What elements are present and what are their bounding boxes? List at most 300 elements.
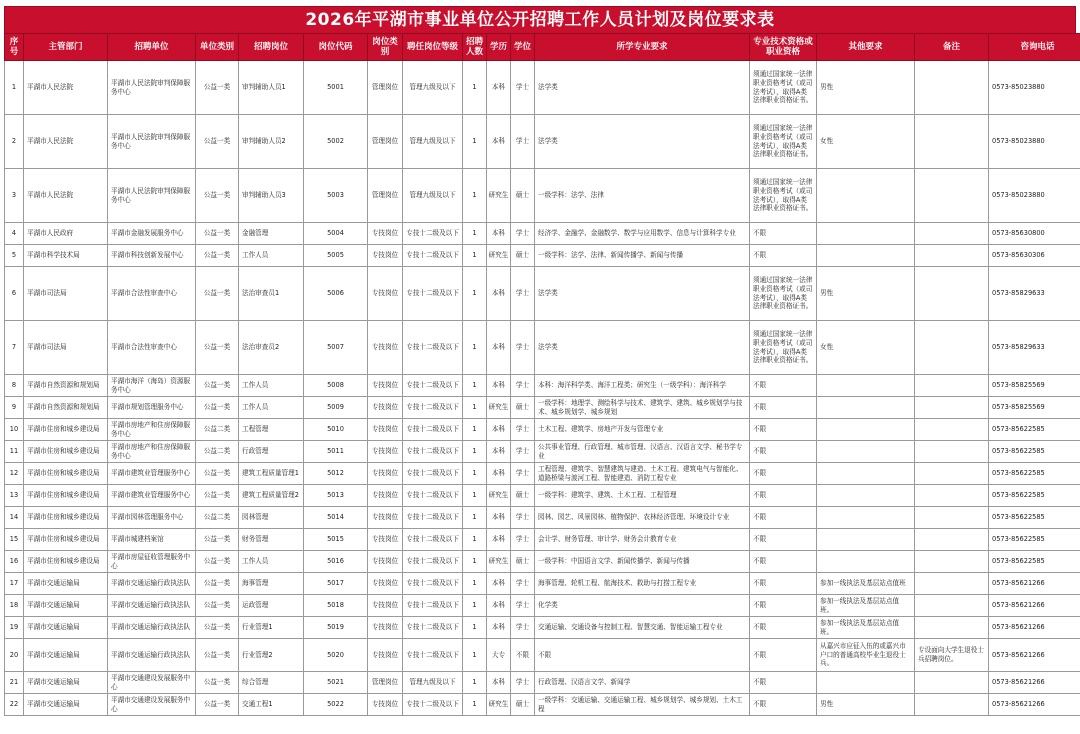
cell-dept: 平湖市住房和城乡建设局: [24, 485, 108, 507]
cell-code: 5001: [304, 61, 368, 115]
cell-deg: 学士: [511, 321, 535, 375]
cell-deg: 不限: [511, 639, 535, 672]
cell-note: [915, 617, 989, 639]
cell-cat: 公益二类: [196, 441, 239, 463]
cell-ptype: 专技岗位: [368, 485, 403, 507]
cell-level: 专技十二级及以下: [403, 551, 463, 573]
cell-other: [817, 245, 915, 267]
cell-ptype: 管理岗位: [368, 672, 403, 694]
cell-edu: 研究生: [487, 245, 511, 267]
cell-num: 1: [463, 573, 487, 595]
cell-qual: 须通过国家统一法律职业资格考试（或司法考试），取得A类法律职业资格证书。: [750, 169, 817, 223]
cell-deg: 学士: [511, 463, 535, 485]
cell-num: 1: [463, 115, 487, 169]
cell-unit: 平湖市科技创新发展中心: [108, 245, 196, 267]
cell-major: 行政管理、汉语言文学、新闻学: [535, 672, 750, 694]
cell-dept: 平湖市交通运输局: [24, 617, 108, 639]
header-degree: 学位: [511, 34, 535, 61]
header-level: 聘任岗位等级: [403, 34, 463, 61]
cell-post: 建筑工程质量管理1: [239, 463, 304, 485]
cell-edu: 研究生: [487, 485, 511, 507]
cell-deg: 学士: [511, 595, 535, 617]
cell-other: 男性: [817, 267, 915, 321]
cell-seq: 21: [5, 672, 24, 694]
cell-unit: 平湖市人民法院审判保障服务中心: [108, 169, 196, 223]
cell-level: 专技十二级及以下: [403, 419, 463, 441]
table-row: [5, 672, 1080, 694]
cell-post: 行政管理: [239, 441, 304, 463]
header-post: 招聘岗位: [239, 34, 304, 61]
cell-unit: 平湖市金融发展服务中心: [108, 223, 196, 245]
cell-edu: 本科: [487, 267, 511, 321]
cell-deg: 学士: [511, 617, 535, 639]
cell-qual: 不限: [750, 245, 817, 267]
cell-post: 审判辅助人员2: [239, 115, 304, 169]
cell-deg: 硕士: [511, 694, 535, 716]
page-title: 2026年平湖市事业单位公开招聘工作人员计划及岗位要求表: [4, 6, 1076, 33]
cell-note: [915, 115, 989, 169]
cell-edu: 本科: [487, 573, 511, 595]
cell-phone: 0573-85621266: [989, 573, 1080, 595]
cell-qual: 须通过国家统一法律职业资格考试（或司法考试），取得A类法律职业资格证书。: [750, 267, 817, 321]
cell-qual: 须通过国家统一法律职业资格考试（或司法考试），取得A类法律职业资格证书。: [750, 115, 817, 169]
cell-level: 专技十二级及以下: [403, 639, 463, 672]
cell-deg: 硕士: [511, 551, 535, 573]
cell-major: 一级学科：地理学、测绘科学与技术、建筑学、建筑、城乡规划学与技术、城乡规划学、城乡规划: [535, 397, 750, 419]
cell-cat: 公益一类: [196, 169, 239, 223]
cell-seq: 7: [5, 321, 24, 375]
cell-code: 5016: [304, 551, 368, 573]
cell-major: 法学类: [535, 267, 750, 321]
cell-unit: 平湖市城建档案馆: [108, 529, 196, 551]
cell-dept: 平湖市住房和城乡建设局: [24, 551, 108, 573]
cell-num: 1: [463, 441, 487, 463]
cell-cat: 公益一类: [196, 245, 239, 267]
cell-code: 5010: [304, 419, 368, 441]
cell-phone: 0573-85621266: [989, 672, 1080, 694]
cell-unit: 平湖市房地产和住房保障服务中心: [108, 419, 196, 441]
cell-edu: 本科: [487, 321, 511, 375]
cell-note: [915, 694, 989, 716]
cell-qual: 须通过国家统一法律职业资格考试（或司法考试），取得A类法律职业资格证书。: [750, 61, 817, 115]
table-body: [5, 61, 1080, 716]
cell-dept: 平湖市住房和城乡建设局: [24, 463, 108, 485]
cell-unit: 平湖市建筑业管理服务中心: [108, 485, 196, 507]
cell-num: 1: [463, 397, 487, 419]
cell-num: 1: [463, 617, 487, 639]
cell-code: 5017: [304, 573, 368, 595]
cell-code: 5014: [304, 507, 368, 529]
cell-other: 女性: [817, 115, 915, 169]
cell-ptype: 专技岗位: [368, 441, 403, 463]
cell-major: 一级学科：法学、法律: [535, 169, 750, 223]
cell-seq: 5: [5, 245, 24, 267]
cell-dept: 平湖市自然资源和规划局: [24, 375, 108, 397]
cell-num: 1: [463, 267, 487, 321]
cell-ptype: 专技岗位: [368, 617, 403, 639]
cell-dept: 平湖市住房和城乡建设局: [24, 507, 108, 529]
cell-seq: 13: [5, 485, 24, 507]
cell-num: 1: [463, 419, 487, 441]
cell-seq: 8: [5, 375, 24, 397]
cell-deg: 硕士: [511, 485, 535, 507]
header-qualification: 专业技术资格或职业资格: [750, 34, 817, 61]
cell-post: 审判辅助人员3: [239, 169, 304, 223]
cell-num: 1: [463, 245, 487, 267]
cell-code: 5009: [304, 397, 368, 419]
table-row: [5, 551, 1080, 573]
cell-ptype: 专技岗位: [368, 694, 403, 716]
cell-major: 土木工程、建筑学、房地产开发与管理专业: [535, 419, 750, 441]
cell-deg: 学士: [511, 61, 535, 115]
cell-note: 专设面向大学生退役士兵招聘岗位。: [915, 639, 989, 672]
cell-dept: 平湖市人民政府: [24, 223, 108, 245]
table-row: [5, 169, 1080, 223]
table-row: [5, 639, 1080, 672]
cell-qual: 不限: [750, 672, 817, 694]
cell-edu: 研究生: [487, 551, 511, 573]
cell-phone: 0573-85621266: [989, 595, 1080, 617]
table-row: [5, 115, 1080, 169]
cell-edu: 本科: [487, 463, 511, 485]
cell-post: 综合管理: [239, 672, 304, 694]
header-row: [5, 34, 1080, 61]
cell-code: 5011: [304, 441, 368, 463]
cell-note: [915, 529, 989, 551]
cell-code: 5021: [304, 672, 368, 694]
cell-unit: 平湖市园林管理服务中心: [108, 507, 196, 529]
cell-seq: 2: [5, 115, 24, 169]
cell-note: [915, 441, 989, 463]
cell-num: 1: [463, 375, 487, 397]
cell-dept: 平湖市交通运输局: [24, 639, 108, 672]
cell-level: 专技十二级及以下: [403, 694, 463, 716]
cell-cat: 公益一类: [196, 639, 239, 672]
cell-note: [915, 267, 989, 321]
cell-post: 园林管理: [239, 507, 304, 529]
cell-level: 专技十二级及以下: [403, 223, 463, 245]
cell-ptype: 管理岗位: [368, 115, 403, 169]
cell-post: 工程管理: [239, 419, 304, 441]
cell-edu: 本科: [487, 529, 511, 551]
cell-cat: 公益一类: [196, 397, 239, 419]
cell-ptype: 专技岗位: [368, 529, 403, 551]
header-seq: 序号: [5, 34, 24, 61]
cell-deg: 学士: [511, 375, 535, 397]
cell-dept: 平湖市交通运输局: [24, 595, 108, 617]
cell-dept: 平湖市司法局: [24, 321, 108, 375]
cell-code: 5019: [304, 617, 368, 639]
cell-ptype: 专技岗位: [368, 397, 403, 419]
cell-level: 专技十二级及以下: [403, 245, 463, 267]
cell-qual: 不限: [750, 694, 817, 716]
cell-seq: 20: [5, 639, 24, 672]
cell-major: 一级学科：交通运输、交通运输工程、城乡规划学、城乡规划、土木工程: [535, 694, 750, 716]
cell-qual: 不限: [750, 441, 817, 463]
cell-phone: 0573-85829633: [989, 321, 1080, 375]
cell-major: 本科：海洋科学类、海洋工程类；研究生（一级学科）：海洋科学: [535, 375, 750, 397]
cell-ptype: 管理岗位: [368, 169, 403, 223]
cell-code: 5018: [304, 595, 368, 617]
cell-post: 交通工程1: [239, 694, 304, 716]
cell-unit: 平湖市交通运输行政执法队: [108, 617, 196, 639]
cell-major: 工程管理、建筑学、智慧建筑与建造、土木工程、建筑电气与智能化、道路桥梁与渡河工程、智能建造、消防工程专业: [535, 463, 750, 485]
cell-note: [915, 419, 989, 441]
cell-cat: 公益一类: [196, 267, 239, 321]
cell-ptype: 专技岗位: [368, 419, 403, 441]
cell-edu: 本科: [487, 61, 511, 115]
cell-edu: 本科: [487, 507, 511, 529]
cell-deg: 学士: [511, 115, 535, 169]
cell-qual: 不限: [750, 507, 817, 529]
cell-cat: 公益一类: [196, 595, 239, 617]
cell-unit: 平湖市人民法院审判保障服务中心: [108, 61, 196, 115]
cell-major: 公共事业管理、行政管理、城市管理、汉语言、汉语言文学、秘书学专业: [535, 441, 750, 463]
cell-code: 5006: [304, 267, 368, 321]
cell-edu: 本科: [487, 441, 511, 463]
cell-major: 一级学科：建筑学、建筑、土木工程、工程管理: [535, 485, 750, 507]
cell-deg: 学士: [511, 267, 535, 321]
cell-post: 工作人员: [239, 397, 304, 419]
cell-edu: 本科: [487, 595, 511, 617]
cell-deg: 学士: [511, 573, 535, 595]
cell-phone: 0573-85621266: [989, 617, 1080, 639]
cell-other: 男性: [817, 694, 915, 716]
cell-phone: 0573-85622585: [989, 419, 1080, 441]
cell-major: 法学类: [535, 61, 750, 115]
cell-ptype: 专技岗位: [368, 223, 403, 245]
header-education: 学历: [487, 34, 511, 61]
cell-seq: 9: [5, 397, 24, 419]
cell-code: 5022: [304, 694, 368, 716]
header-unit-category: 单位类别: [196, 34, 239, 61]
cell-cat: 公益一类: [196, 529, 239, 551]
cell-code: 5002: [304, 115, 368, 169]
cell-dept: 平湖市自然资源和规划局: [24, 397, 108, 419]
cell-note: [915, 573, 989, 595]
cell-phone: 0573-85622585: [989, 441, 1080, 463]
cell-code: 5015: [304, 529, 368, 551]
cell-post: 金融管理: [239, 223, 304, 245]
cell-num: 1: [463, 694, 487, 716]
cell-seq: 4: [5, 223, 24, 245]
cell-code: 5007: [304, 321, 368, 375]
cell-cat: 公益一类: [196, 573, 239, 595]
cell-code: 5008: [304, 375, 368, 397]
cell-unit: 平湖市合法性审查中心: [108, 267, 196, 321]
cell-seq: 12: [5, 463, 24, 485]
table-row: [5, 485, 1080, 507]
cell-unit: 平湖市规划管理服务中心: [108, 397, 196, 419]
cell-seq: 15: [5, 529, 24, 551]
cell-qual: 不限: [750, 595, 817, 617]
cell-dept: 平湖市交通运输局: [24, 672, 108, 694]
cell-num: 1: [463, 223, 487, 245]
cell-num: 1: [463, 321, 487, 375]
header-note: 备注: [915, 34, 989, 61]
cell-other: 从嘉兴市应征入伍的或嘉兴市户口的普通高校毕业生退役士兵。: [817, 639, 915, 672]
cell-cat: 公益二类: [196, 419, 239, 441]
cell-num: 1: [463, 463, 487, 485]
cell-dept: 平湖市交通运输局: [24, 694, 108, 716]
cell-qual: 不限: [750, 375, 817, 397]
cell-qual: 不限: [750, 529, 817, 551]
cell-num: 1: [463, 639, 487, 672]
cell-seq: 14: [5, 507, 24, 529]
cell-dept: 平湖市人民法院: [24, 169, 108, 223]
cell-qual: 不限: [750, 463, 817, 485]
header-post-type: 岗位类别: [368, 34, 403, 61]
cell-other: [817, 529, 915, 551]
table-row: [5, 573, 1080, 595]
cell-phone: 0573-85621266: [989, 639, 1080, 672]
cell-note: [915, 397, 989, 419]
cell-qual: 不限: [750, 551, 817, 573]
cell-deg: 硕士: [511, 397, 535, 419]
cell-level: 专技十二级及以下: [403, 529, 463, 551]
cell-cat: 公益一类: [196, 463, 239, 485]
cell-cat: 公益一类: [196, 115, 239, 169]
cell-ptype: 管理岗位: [368, 61, 403, 115]
cell-post: 行业管理2: [239, 639, 304, 672]
cell-note: [915, 169, 989, 223]
table-row: [5, 419, 1080, 441]
table-row: [5, 617, 1080, 639]
cell-major: 一级学科：中国语言文学、新闻传播学、新闻与传播: [535, 551, 750, 573]
cell-code: 5005: [304, 245, 368, 267]
cell-num: 1: [463, 61, 487, 115]
cell-post: 海事管理: [239, 573, 304, 595]
cell-cat: 公益一类: [196, 551, 239, 573]
cell-qual: 不限: [750, 485, 817, 507]
cell-major: 交通运输、交通设备与控制工程、智慧交通、智能运输工程专业: [535, 617, 750, 639]
cell-level: 专技十二级及以下: [403, 507, 463, 529]
table-row: [5, 463, 1080, 485]
cell-num: 1: [463, 595, 487, 617]
header-post-code: 岗位代码: [304, 34, 368, 61]
table-row: [5, 397, 1080, 419]
cell-major: 经济学、金融学、金融数学、数学与应用数学、信息与计算科学专业: [535, 223, 750, 245]
cell-deg: 学士: [511, 529, 535, 551]
table-row: [5, 595, 1080, 617]
cell-level: 专技十二级及以下: [403, 617, 463, 639]
cell-cat: 公益一类: [196, 672, 239, 694]
cell-dept: 平湖市交通运输局: [24, 573, 108, 595]
cell-post: 法治审查员1: [239, 267, 304, 321]
cell-edu: 本科: [487, 672, 511, 694]
cell-num: 1: [463, 485, 487, 507]
cell-level: 管理九级及以下: [403, 672, 463, 694]
cell-cat: 公益二类: [196, 507, 239, 529]
cell-dept: 平湖市人民法院: [24, 115, 108, 169]
cell-other: 参加一线执法及基层站点值班。: [817, 595, 915, 617]
cell-other: 参加一线执法及基层站点值班: [817, 573, 915, 595]
cell-edu: 大专: [487, 639, 511, 672]
cell-seq: 11: [5, 441, 24, 463]
cell-other: [817, 507, 915, 529]
cell-deg: 硕士: [511, 169, 535, 223]
table-row: [5, 529, 1080, 551]
cell-num: 1: [463, 169, 487, 223]
cell-dept: 平湖市住房和城乡建设局: [24, 529, 108, 551]
cell-post: 法治审查员2: [239, 321, 304, 375]
cell-qual: 须通过国家统一法律职业资格考试（或司法考试），取得A类法律职业资格证书。: [750, 321, 817, 375]
cell-deg: 学士: [511, 419, 535, 441]
cell-seq: 18: [5, 595, 24, 617]
cell-ptype: 专技岗位: [368, 507, 403, 529]
header-unit: 招聘单位: [108, 34, 196, 61]
cell-level: 管理九级及以下: [403, 169, 463, 223]
cell-major: 园林、园艺、风景园林、植物保护、农林经济管理、环境设计专业: [535, 507, 750, 529]
cell-dept: 平湖市司法局: [24, 267, 108, 321]
header-major: 所学专业要求: [535, 34, 750, 61]
cell-level: 管理九级及以下: [403, 61, 463, 115]
table-row: [5, 267, 1080, 321]
cell-unit: 平湖市房地产和住房保障服务中心: [108, 441, 196, 463]
cell-post: 财务管理: [239, 529, 304, 551]
cell-note: [915, 485, 989, 507]
cell-num: 1: [463, 551, 487, 573]
cell-cat: 公益一类: [196, 485, 239, 507]
cell-unit: 平湖市交通运输行政执法队: [108, 573, 196, 595]
cell-level: 专技十二级及以下: [403, 463, 463, 485]
cell-level: 专技十二级及以下: [403, 375, 463, 397]
cell-cat: 公益一类: [196, 223, 239, 245]
cell-code: 5013: [304, 485, 368, 507]
table-row: [5, 375, 1080, 397]
cell-other: [817, 397, 915, 419]
cell-edu: 研究生: [487, 169, 511, 223]
recruitment-table: [4, 33, 1080, 716]
cell-other: 参加一线执法及基层站点值班。: [817, 617, 915, 639]
cell-level: 专技十二级及以下: [403, 441, 463, 463]
table-row: [5, 507, 1080, 529]
cell-major: 不限: [535, 639, 750, 672]
cell-post: 工作人员: [239, 245, 304, 267]
recruitment-table-wrapper: [4, 6, 1076, 716]
cell-seq: 22: [5, 694, 24, 716]
cell-edu: 本科: [487, 617, 511, 639]
cell-dept: 平湖市住房和城乡建设局: [24, 419, 108, 441]
cell-major: 会计学、财务管理、审计学、财务会计教育专业: [535, 529, 750, 551]
cell-note: [915, 245, 989, 267]
cell-unit: 平湖市建筑业管理服务中心: [108, 463, 196, 485]
table-row: [5, 694, 1080, 716]
cell-qual: 不限: [750, 419, 817, 441]
cell-note: [915, 223, 989, 245]
cell-dept: 平湖市人民法院: [24, 61, 108, 115]
cell-post: 工作人员: [239, 375, 304, 397]
header-other: 其他要求: [817, 34, 915, 61]
cell-phone: 0573-85023880: [989, 169, 1080, 223]
cell-dept: 平湖市科学技术局: [24, 245, 108, 267]
cell-post: 建筑工程质量管理2: [239, 485, 304, 507]
cell-deg: 学士: [511, 441, 535, 463]
cell-post: 审判辅助人员1: [239, 61, 304, 115]
cell-other: [817, 419, 915, 441]
header-phone: 咨询电话: [989, 34, 1080, 61]
cell-ptype: 专技岗位: [368, 245, 403, 267]
cell-note: [915, 551, 989, 573]
cell-ptype: 专技岗位: [368, 267, 403, 321]
cell-other: [817, 672, 915, 694]
table-row: [5, 245, 1080, 267]
cell-seq: 6: [5, 267, 24, 321]
header-count: 招聘人数: [463, 34, 487, 61]
cell-other: [817, 223, 915, 245]
cell-phone: 0573-85622585: [989, 551, 1080, 573]
cell-seq: 3: [5, 169, 24, 223]
